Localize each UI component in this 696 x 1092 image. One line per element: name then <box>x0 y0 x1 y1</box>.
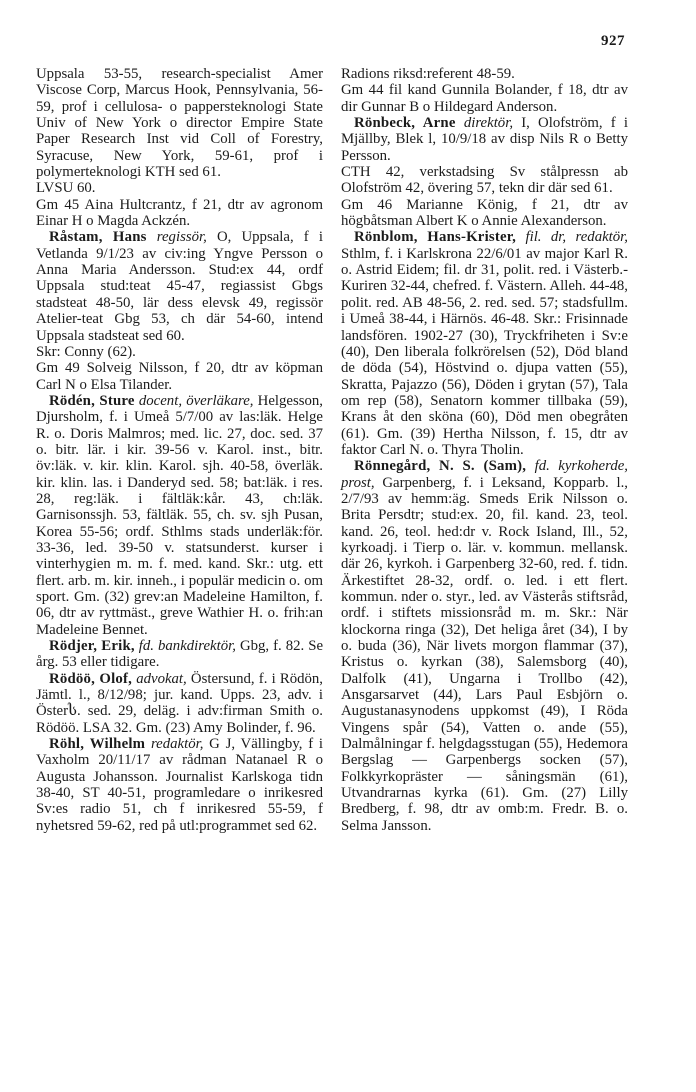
entry-name: Rödén, Sture <box>49 392 135 409</box>
biography-entry <box>341 229 628 458</box>
entry-text: G J, Vällingby, f i Vaxholm 20/11/17 av rådman Natanael R o Augusta Johansson. Journalist Karlskoga tidn 38-40, ST 40-51, programledare o inrikesred Sv:es radio 51, ch f inrikesred 55-59, f nyhetsred 59-62, red på utl:programmet sed 62. <box>36 736 323 834</box>
left-column <box>36 66 323 834</box>
entry-name: Rödöö, Olof, <box>49 670 133 687</box>
entry-title: redaktör, <box>150 736 204 753</box>
entry-title: docent, överläkare, <box>138 392 254 409</box>
entry-text: Gm 49 Solveig Nilsson, f 20, dtr av köpman Carl N o Elsa Tilander. <box>36 360 323 393</box>
entry-text: CTH 42, verkstadsing Sv stålpressn ab Olofström 42, övering 57, tekn dir där sed 61. <box>341 164 628 197</box>
biography-entry <box>36 671 323 736</box>
page-number: 927 <box>601 33 625 49</box>
entry-text: O, Uppsala, f i Vetlanda 9/1/23 av civ:ing Yngve Persson o Anna Maria Andersson. Stud:ex 44, ordf Uppsala stud:teat 45-47, regiassist Gbgs stadsteat 48-50, lär dess elevsk 49, regissör Atelier-teat Gbg 53, ch där 54-60, intend Uppsala stadsteat sed 60. <box>36 229 323 344</box>
biography-entry <box>36 229 323 343</box>
biography-entry <box>36 393 323 638</box>
entry-paragraph <box>341 82 628 115</box>
entry-text: Garpenberg, f. i Leksand, Kopparb. l., 2/7/93 av hemm:äg. Smeds Erik Nilsson o. Brita Persdtr; stud:ex. 20, fil. kand. 23, teol. kand. 26, teol. hed:dr v. Rock Island, Ill., 52, kyrkoadj. i Tierp o. lär. v. kommun. mellansk. där 26, kyrkoh. i Garpenberg 32-60, red. f. tidn. Ärkestiftet 28-32, ordf. o. led. i ett flert. kommun. nder o. styr., led. av Västerås stiftsråd, ordf. i stiftets missionsråd m. m. Skr.: När klockorna ringa (32), Det heliga året (34), I by o. buda (36), När livets morgon flammar (37), Kristus o. kyrkan (38), Salemsborg (40), Dalfolk (41), Ungarna i Trollbo (42), Ansgarsarvet (44), Lars Paul Esbjörn o. Augustanasynodens uppkomst (49), I Röda Vingens spår (54), Vatten o. ande (55), Dalmålningar f. helgdagsstugan (55), Hedemora Bergslag — Garpenbergs socken (57), Folkkyrkopräster — såningsmän (61), Utvandrarnas kyrka (61). Gm. (27) Lilly Bredberg, f. 98, dtr av omb:m. Fredr. B. o. Selma Jansson. <box>341 474 628 834</box>
right-column <box>341 66 628 834</box>
entry-text: Gm 44 fil kand Gunnila Bolander, f 18, dtr av dir Gunnar B o Hildegard Anderson. <box>341 82 628 115</box>
entry-paragraph <box>341 164 628 197</box>
entry-paragraph <box>36 180 323 196</box>
entry-paragraph <box>36 197 323 230</box>
entry-paragraph <box>36 360 323 393</box>
biography-entry <box>341 115 628 164</box>
entry-paragraph <box>341 197 628 230</box>
biography-entry <box>341 458 628 834</box>
entry-name: Rönbeck, Arne <box>354 115 456 132</box>
entry-text: Helgesson, Djursholm, f. i Umeå 5/7/00 av las:läk. Helge R. o. Doris Malmros; med. lic. 27, doc. sed. 37 o. bitr. lär. i kir. 39-56 v. Karol. inst., bitr. öv:läk. v. kir. klin. Karol. sjh. 40-58, överläk. kir. klin. las. i Danderyd sed. 58; bat:läk. i res. 28, reg:läk. i fältläk:kår. 43, ch:läk. Garnisonssjh. 53, fältläk. 55, ch. sv. sjh Pusan, Korea 55-56; ordf. Sthlms stads underläk:för. 33-36, led. 39-50 v. statsunderst. kurser i vinterhygien m. m. f. med. kand. Skr.: utg. ett flert. arb. m. kir. inneh., i populär medicin o. om sport. Gm. (32) grev:an Madeleine Hamilton, f. 06, dtr av ryttmäst., greve Wathier H. o. frih:an Madeleine Bennet. <box>36 392 324 638</box>
entry-title: advokat, <box>136 670 187 687</box>
entry-paragraph <box>341 66 628 82</box>
entry-name: Rödjer, Erik, <box>49 638 135 655</box>
entry-title: fil. dr, redaktör, <box>525 229 628 246</box>
entry-text: Sthlm, f. i Karlskrona 22/6/01 av major Karl R. o. Astrid Eidem; fil. dr 31, polit. red. i Västerb.-Kuriren 32-44, chefred. f. Västern. Alleh. 44-48, polit. red. AB 48-56, 2. red. sed. 57; stadsfullm. i Umeå 38-44, i Härnös. 46-48. Skr.: Frisinnade landsfören. 1902-27 (30), Tryckfriheten i Sv:e (40), Den liberala folkrörelsen (52), Död bland de döda (54), Höstvind o. djupa vatten (55), Skratta, Pajazzo (56), Döden i grytan (57), Tala om rep (58), Senatorn kommer tillbaka (59), Krans åt den sköna (60), Död men obegråten (61). Gm. (39) Hertha Nilsson, f. 15, dtr av faktor Carl N. o. Thyra Tholin. <box>341 245 628 458</box>
entry-text: Gbg, f. 82. Se årg. 53 eller tidigare. <box>36 638 324 671</box>
entry-text: Radions riksd:referent 48-59. <box>341 66 515 82</box>
biography-entry <box>36 638 323 671</box>
entry-text: Skr: Conny (62). <box>36 343 136 360</box>
entry-text: Gm 45 Aina Hultcrantz, f 21, dtr av agronom Einar H o Magda Ackzén. <box>36 196 323 230</box>
entry-name: Röhl, Wilhelm <box>49 736 146 753</box>
entry-name: Rönblom, Hans-Krister, <box>354 229 517 246</box>
entry-title: regissör, <box>156 229 207 246</box>
biography-entry <box>36 736 323 834</box>
entry-paragraph <box>36 66 323 180</box>
entry-paragraph <box>36 344 323 360</box>
entry-name: Rönnegård, N. S. (Sam), <box>354 458 527 475</box>
entry-text: I, Olofström, f i Mjällby, Blek l, 10/9/18 av disp Nils R o Betty Persson. <box>341 115 628 164</box>
entry-title: direktör, <box>463 115 514 132</box>
entry-title: fd. bankdirektör, <box>138 638 236 655</box>
entry-text: Gm 46 Marianne König, f 21, dtr av högbåtsman Albert K o Annie Alexanderson. <box>341 196 628 230</box>
entry-name: Råstam, Hans <box>49 229 147 246</box>
entry-text: LVSU 60. <box>36 180 96 197</box>
entry-text: Östersund, f. i Rödön, Jämtl. l., 8/12/98; jur. kand. Upps. 23, adv. i Österს. sed. 29, deläg. i adv:firman Smith o. Rödöö. LSA 32. Gm. (23) Amy Bolinder, f. 96. <box>36 670 324 736</box>
entry-title: fd. kyrkoherde, prost, <box>341 458 628 491</box>
entry-text: Uppsala 53-55, research-specialist Amer Viscose Corp, Marcus Hook, Pennsylvania, 56-59, prof i cellulosa- o pappersteknologi State Univ of New York o director Empire State Paper Research Inst vid Coll of Forestry, Syracuse, New York, 59-61, prof i polymerteknologi KTH sed 61. <box>36 66 323 181</box>
